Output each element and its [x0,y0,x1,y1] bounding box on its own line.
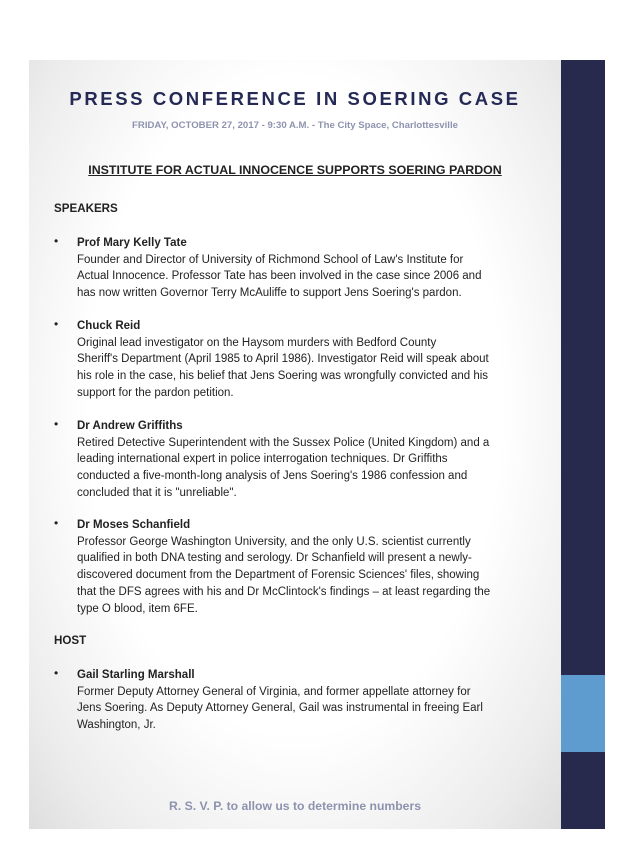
speaker-bio-line: Retired Detective Superintendent with the Sussex Police (United Kingdom) and a [77,436,490,449]
bullet-icon: • [54,234,59,248]
speaker-bio-line: Actual Innocence. Professor Tate has been involved in the case since 2006 and [77,270,482,283]
bullet-icon: • [54,516,59,530]
speaker-bio-line: type O blood, item 6FE. [77,602,198,615]
host-bio-line: Jens Soering. As Deputy Attorney General, Gail was instrumental in freeing Earl [77,702,483,715]
host-bio-line: Washington, Jr. [77,719,156,732]
speaker-bio-line: has now written Governor Terry McAuliffe to support Jens Soering's pardon. [77,287,462,300]
speaker-name: Dr Andrew Griffiths [77,420,183,432]
speaker-name: Chuck Reid [77,320,141,332]
headline [29,163,561,177]
host-name: Gail Starling Marshall [77,669,195,681]
speaker-bio-line: that the DFS agrees with his and Dr McClintock's findings – at least regarding the [77,585,491,598]
speaker-bio-line: discovered document from the Department of Forensic Sciences' files, showing [77,569,480,582]
rsvp-note: R. S. V. P. to allow us to determine numbers [169,799,421,813]
headline-text: INSTITUTE FOR ACTUAL INNOCENCE SUPPORTS SOERING PARDON [88,163,502,177]
speaker-name: Prof Mary Kelly Tate [77,237,187,249]
speaker-bio-line: qualified in both DNA testing and serology. Dr Schanfield will present a newly- [77,552,472,565]
host-heading: HOST [54,634,87,647]
speaker-bio-line: Founder and Director of University of Richmond School of Law's Institute for [77,253,464,266]
speaker-bio-line: concluded that it is "unreliable". [77,486,237,499]
host-bio-line: Former Deputy Attorney General of Virginia, and former appellate attorney for [77,685,471,698]
host-entry [54,667,549,734]
host-body [77,667,549,734]
speaker-bio-line: leading international expert in police interrogation techniques. Dr Griffiths [77,453,448,466]
speaker-entry [54,235,549,302]
speaker-body [77,517,549,617]
event-details: FRIDAY, OCTOBER 27, 2017 - 9:30 A.M. - The City Space, Charlottesville [132,120,458,131]
speaker-entry [54,418,549,502]
speaker-body [77,235,549,302]
bullet-icon: • [54,666,59,680]
speaker-entry [54,318,549,402]
speaker-body [77,418,549,502]
speaker-bio-line: Professor George Washington University, and the only U.S. scientist currently [77,535,471,548]
bullet-icon: • [54,417,59,431]
sidebar-accent-block [561,675,605,752]
speaker-bio-line: Original lead investigator on the Haysom murders with Bedford County [77,336,437,349]
speaker-name: Dr Moses Schanfield [77,519,191,531]
speaker-bio-line: support for the pardon petition. [77,386,234,399]
speakers-heading: SPEAKERS [54,202,118,215]
speaker-bio-line: Sheriff's Department (April 1985 to April 1986). Investigator Reid will speak about [77,353,489,366]
speaker-bio-line: conducted a five-month-long analysis of Jens Soering's 1986 confession and [77,470,468,483]
document-title: PRESS CONFERENCE IN SOERING CASE [69,88,521,109]
bullet-icon: • [54,317,59,331]
speaker-body [77,318,549,402]
speaker-bio-line: his role in the case, his belief that Jens Soering was wrongfully convicted and his [77,370,489,383]
speaker-entry [54,517,549,617]
document-page [29,60,561,829]
decorative-sidebar [561,60,605,829]
